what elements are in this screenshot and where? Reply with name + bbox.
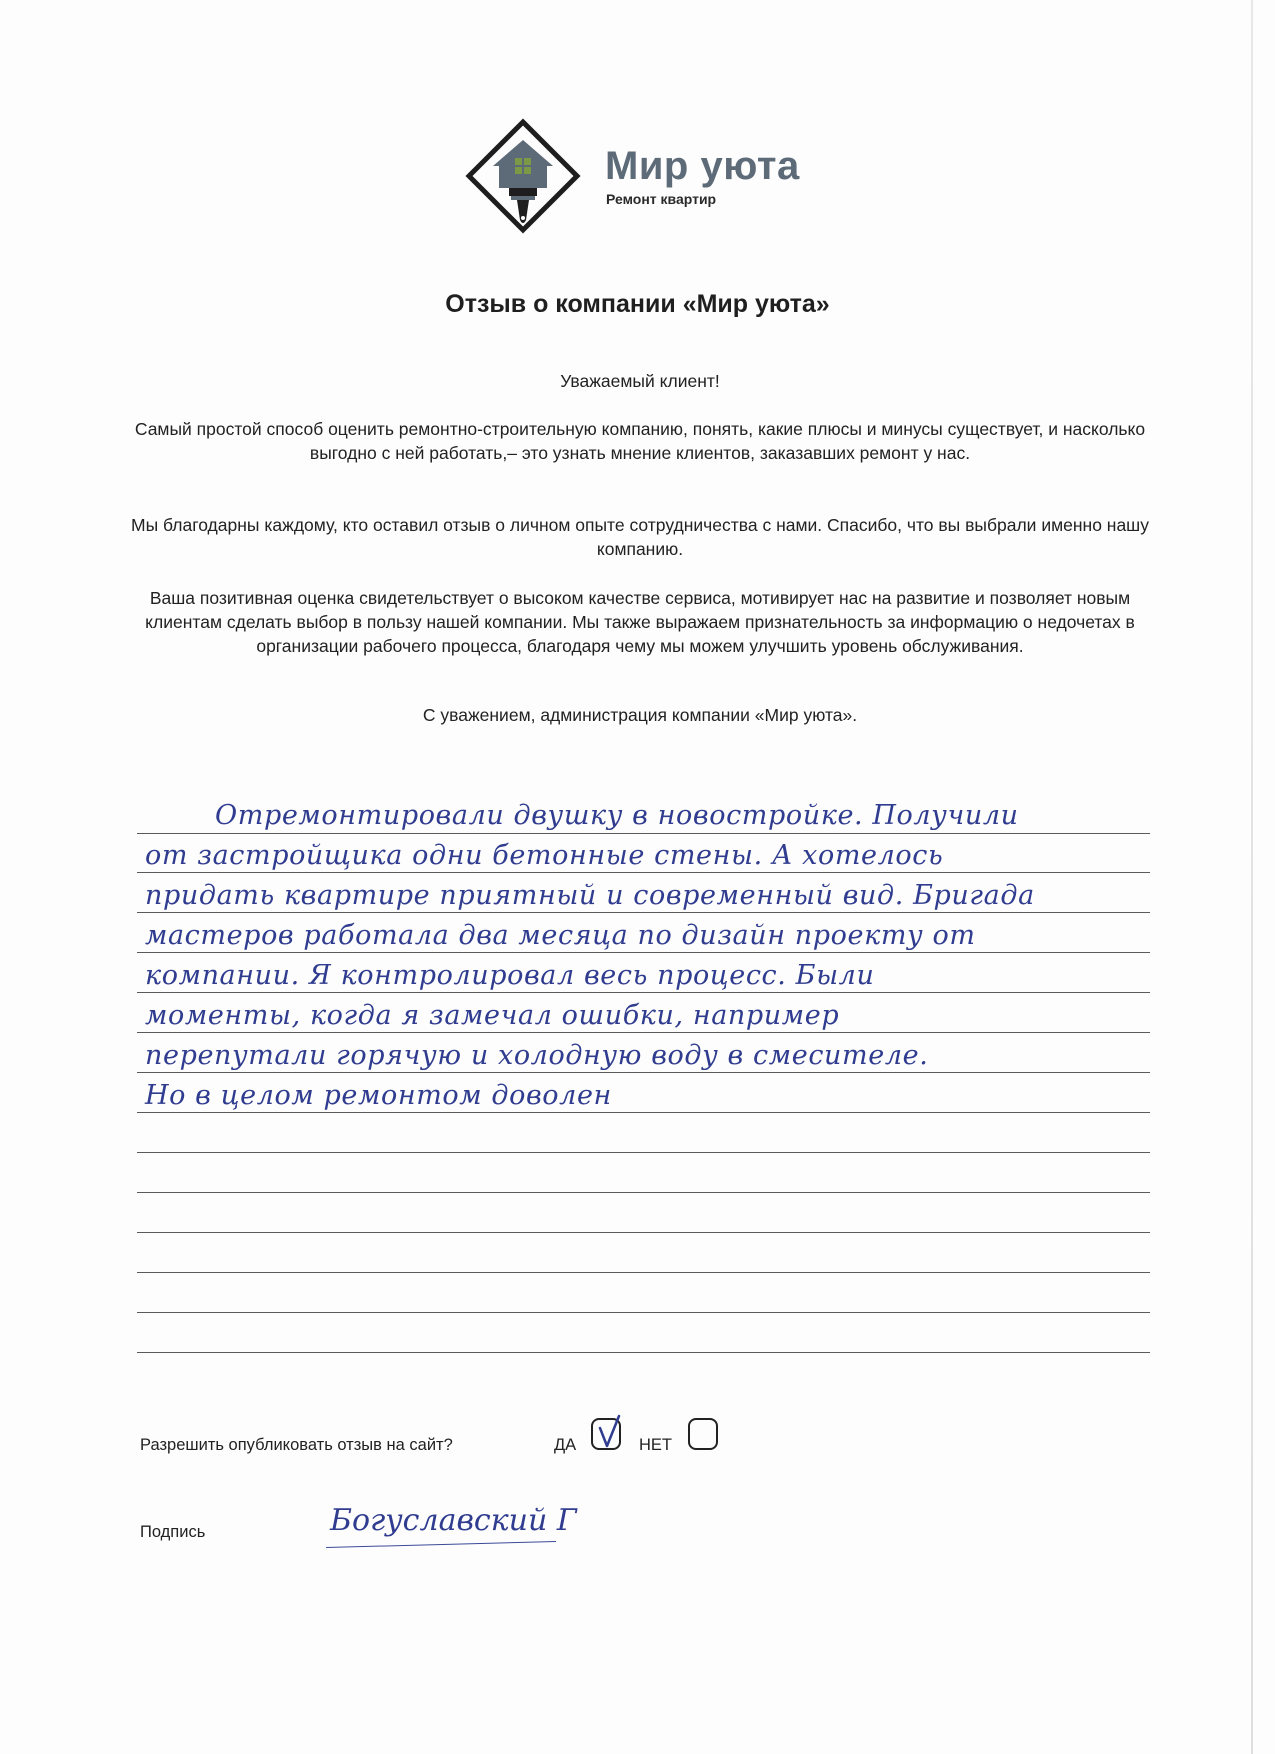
greeting: Уважаемый клиент!: [560, 371, 720, 391]
page-title: Отзыв о компании «Мир уюта»: [445, 290, 830, 318]
review-rule: [137, 952, 1150, 953]
handwritten-line: Отремонтировали двушку в новостройке. Получили: [215, 800, 1019, 831]
publish-question: Разрешить опубликовать отзыв на сайт?: [140, 1436, 453, 1454]
logo-name: Мир уюта: [605, 144, 800, 188]
review-rule: [137, 1152, 1150, 1153]
checkmark-icon: [595, 1414, 625, 1454]
handwritten-line: перепутали горячую и холодную воду в смесителе.: [145, 1040, 929, 1071]
handwritten-line: моменты, когда я замечал ошибки, например: [145, 1000, 840, 1031]
review-rule: [137, 1352, 1150, 1353]
signature-label: Подпись: [140, 1523, 206, 1541]
review-rule: [137, 833, 1150, 834]
review-rule: [137, 1312, 1150, 1313]
signature-underline: [326, 1541, 556, 1548]
signoff: С уважением, администрация компании «Мир уюта».: [422, 705, 858, 725]
logo-tagline: Ремонт квартир: [606, 191, 717, 207]
paragraph-1: Самый простой способ оценить ремонтно-строительную компанию, понять, какие плюсы и минусы существует, и насколько выгодно с ней работать,– это узнать мнение клиентов, заказавших ремонт у нас.: [134, 419, 1146, 463]
handwritten-line: от застройщика одни бетонные стены. А хотелось: [145, 840, 944, 871]
paragraph-2: Мы благодарны каждому, кто оставил отзыв о личном опыте сотрудничества с нами. Спасибо, что вы выбрали именно нашу компанию.: [131, 515, 1149, 559]
yes-label: ДА: [554, 1436, 577, 1454]
paragraph-3: Ваша позитивная оценка свидетельствует о высоком качестве сервиса, мотивирует нас на развитие и позволяет новым клиентам сделать выбор в пользу нашей компании. Мы также выражаем признательность за информацию о недочетах в организации рабочего процесса, благодаря чему мы можем улучшить уровень обслуживания.: [145, 588, 1135, 656]
handwritten-signature: Богуславский Г: [330, 1503, 577, 1538]
review-rule: [137, 872, 1150, 873]
house-paintbrush-icon: [465, 118, 581, 234]
scan-edge: [1251, 0, 1253, 1754]
no-checkbox[interactable]: [688, 1418, 718, 1450]
handwritten-line: Но в целом ремонтом доволен: [145, 1080, 612, 1111]
yes-checkbox[interactable]: [591, 1418, 621, 1450]
handwritten-line: придать квартире приятный и современный вид. Бригада: [145, 880, 1035, 911]
review-text-area[interactable]: [137, 800, 1150, 1390]
review-rule: [137, 1232, 1150, 1233]
review-rule: [137, 992, 1150, 993]
review-rule: [137, 1272, 1150, 1273]
handwritten-line: компании. Я контролировал весь процесс. Были: [145, 960, 875, 991]
company-logo: [465, 118, 825, 234]
review-rule: [137, 1192, 1150, 1193]
review-rule: [137, 1112, 1150, 1113]
no-label: НЕТ: [639, 1436, 672, 1454]
review-rule: [137, 1072, 1150, 1073]
review-rule: [137, 912, 1150, 913]
handwritten-line: мастеров работала два месяца по дизайн проекту от: [145, 920, 976, 951]
review-rule: [137, 1032, 1150, 1033]
